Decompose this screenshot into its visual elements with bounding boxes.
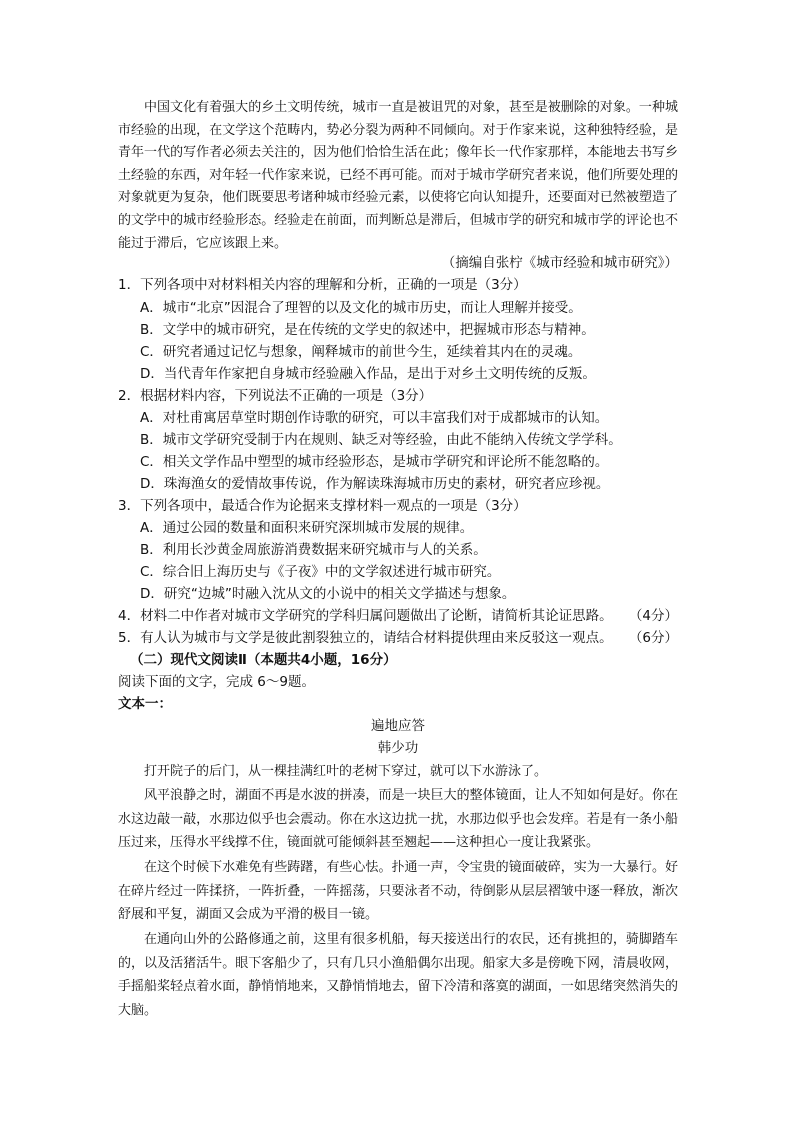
question-3-option-d: D．研究“边城”时融入沈从文的小说中的相关文学描述与想象。 bbox=[140, 586, 516, 602]
question-5-score: （6分） bbox=[628, 630, 678, 646]
question-4 bbox=[118, 604, 678, 624]
story-author: 韩少功 bbox=[377, 740, 419, 756]
question-1-stem: 1．下列各项中对材料相关内容的理解和分析，正确的一项是（3分） bbox=[118, 277, 527, 293]
question-4-text: 4．材料二中作者对城市文学研究的学科归属问题做出了论断，请简析其论证思路。 bbox=[118, 608, 613, 624]
question-5-text: 5．有人认为城市与文学是彼此割裂独立的，请结合材料提供理由来反驳这一观点。 bbox=[118, 630, 613, 646]
question-2-option-b: B．城市文学研究受制于内在规则、缺乏对等经验，由此不能纳入传统文学学科。 bbox=[140, 432, 622, 448]
question-3-stem: 3．下列各项中，最适合作为论据来支撑材料一观点的一项是（3分） bbox=[118, 498, 527, 514]
passage1-paragraph: 中国文化有着强大的乡土文明传统，城市一直是被诅咒的对象，甚至是被删除的对象。一种城市经验的出现，在文学这个范畴内，势必分裂为两种不同倾向。对于作家来说，这种独特经验，是青年一代的写作者必须去关注的，因为他们恰恰生活在此；像年长一代作家那样，本能地去书写乡土经验的东西，对年轻一代作家来说，已经不再可能。而对于城市学研究者来说，他们所要处理的对象就更为复杂，他们既要思考诸种城市经验元素，以使将它向认知提升，还要面对已然被塑造了的文学中的城市经验形态。经验走在前面，而判断总是滞后，但城市学的研究和城市学的评论也不能过于滞后，它应该跟上来。 bbox=[118, 100, 678, 251]
story-paragraph-2: 风平浪静之时，湖面不再是水波的拼凑，而是一块巨大的整体镜面，让人不知如何是好。你在水这边敲一敲，水那边似乎也会震动。你在水这边扰一扰，水那边似乎也会发痒。若是有一条小船压过来，压得水平线撑不住，镜面就可能倾斜甚至翘起——这种担心一度让我紧张。 bbox=[118, 788, 678, 850]
question-2-option-c: C．相关文学作品中塑型的城市经验形态，是城市学研究和评论所不能忽略的。 bbox=[140, 454, 609, 470]
section2-heading: （二）现代文阅读Ⅱ（本题共4小题，16分） bbox=[130, 652, 397, 668]
question-5 bbox=[118, 626, 678, 646]
question-3-option-b: B．利用长沙黄金周旅游消费数据来研究城市与人的关系。 bbox=[140, 542, 487, 558]
text1-label: 文本一： bbox=[118, 696, 172, 712]
question-1-option-c: C．研究者通过记忆与想象，阐释城市的前世今生，延续着其内在的灵魂。 bbox=[140, 344, 582, 360]
question-3-option-a: A．通过公园的数量和面积来研究深圳城市发展的规律。 bbox=[140, 520, 474, 536]
story-paragraph-4: 在通向山外的公路修通之前，这里有很多机船，每天接送出行的农民，还有挑担的，骑脚踏车的，以及活猪活牛。眼下客船少了，只有几只小渔船偶尔出现。船家大多是傍晚下网，清晨收网，手摇船桨轻点着水面，静悄悄地来，又静悄悄地去，留下冷清和落寞的湖面，一如思绪突然消失的大脑。 bbox=[118, 932, 678, 1018]
story-paragraph-1: 打开院子的后门，从一棵挂满红叶的老树下穿过，就可以下水游泳了。 bbox=[144, 764, 548, 779]
question-2-stem: 2．根据材料内容，下列说法不正确的一项是（3分） bbox=[118, 388, 433, 404]
question-2-option-d: D．珠海渔女的爱情故事传说，作为解读珠海城市历史的素材，研究者应珍视。 bbox=[140, 476, 610, 492]
question-3-option-c: C．综合旧上海历史与《子夜》中的文学叙述进行城市研究。 bbox=[140, 564, 501, 580]
question-1-option-a: A．城市“北京”因混合了理智的以及文化的城市历史，而让人理解并接受。 bbox=[140, 300, 582, 316]
story-paragraph-3: 在这个时候下水难免有些踌躇，有些心怯。扑通一声，令宝贵的镜面破碎，实为一大暴行。好在碎片经过一阵揉挤，一阵折叠，一阵摇荡，只要泳者不动，待倒影从层层褶皱中逐一释放，渐次舒展和平复，湖面又会成为平滑的极目一镜。 bbox=[118, 860, 678, 922]
question-2-option-a: A．对杜甫寓居草堂时期创作诗歌的研究，可以丰富我们对于成都城市的认知。 bbox=[140, 410, 609, 426]
section2-instruction: 阅读下面的文字，完成 6～9题。 bbox=[118, 674, 315, 690]
question-1-option-b: B．文学中的城市研究，是在传统的文学史的叙述中，把握城市形态与精神。 bbox=[140, 322, 595, 338]
question-4-score: （4分） bbox=[628, 608, 678, 624]
story-title: 遍地应答 bbox=[371, 718, 425, 734]
passage1-citation: （摘编自张柠《城市经验和城市研究》） bbox=[441, 255, 678, 271]
question-1-option-d: D．当代青年作家把自身城市经验融入作品，是出于对乡土文明传统的反叛。 bbox=[140, 366, 596, 382]
